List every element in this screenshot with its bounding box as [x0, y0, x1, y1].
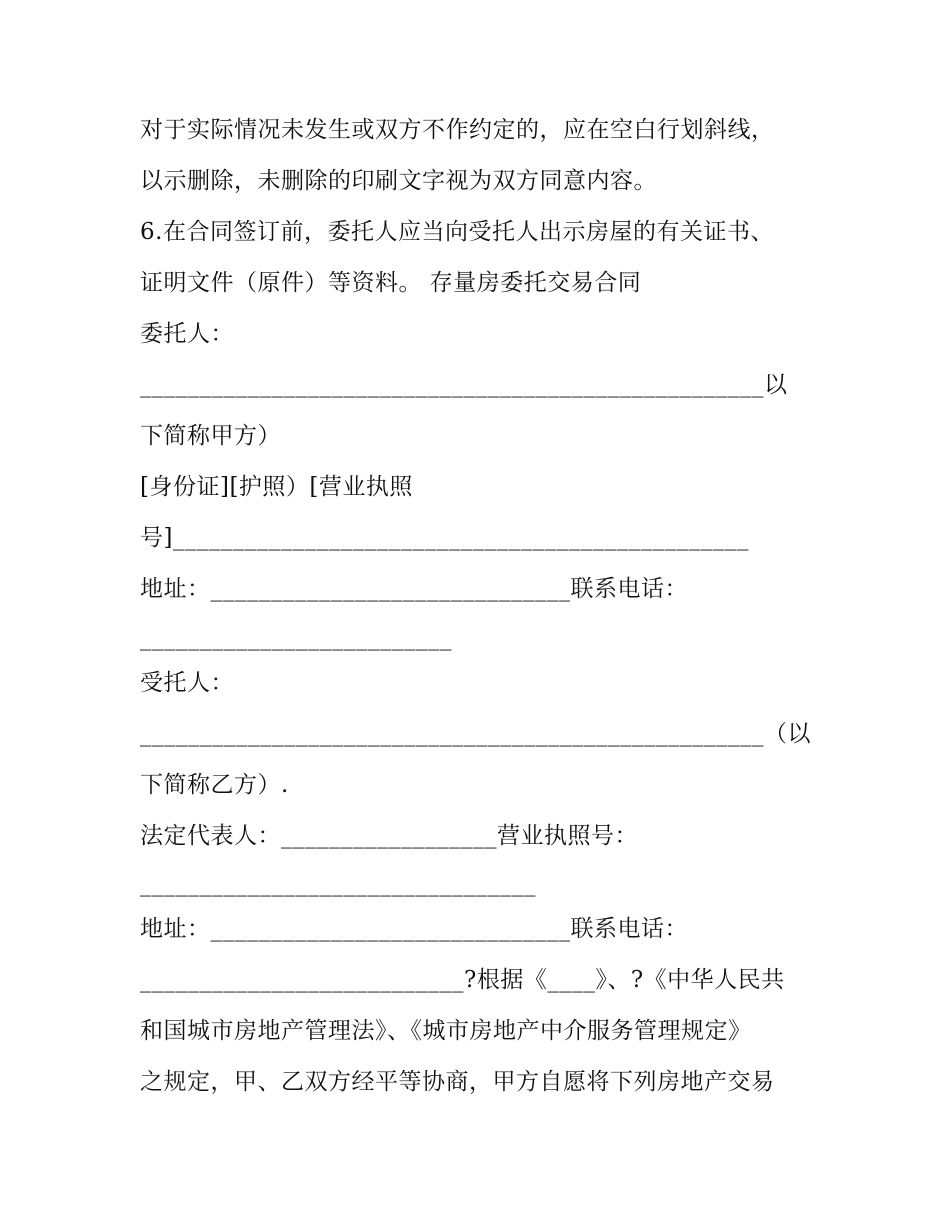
body-text-line: 对于实际情况未发生或双方不作约定的，应在空白行划斜线，	[140, 117, 775, 143]
principal-label: 委托人：	[140, 321, 234, 347]
body-text-line: 之规定，甲、乙双方经平等协商，甲方自愿将下列房地产交易	[140, 1069, 775, 1095]
agent-blank: ____________________________________________________（以	[140, 721, 811, 747]
id-type-label: [身份证][护照）[营业执照	[140, 474, 413, 500]
phone-blank: __________________________	[140, 625, 452, 651]
legal-rep-line: 法定代表人：__________________营业执照号：	[140, 823, 638, 849]
body-text-line: 证明文件（原件）等资料。 存量房委托交易合同	[140, 270, 642, 296]
id-number-blank: 号]________________________________________________	[140, 525, 749, 551]
body-text-line: 6.在合同签订前，委托人应当向受托人出示房屋的有关证书、	[140, 219, 774, 245]
agent-label: 受托人：	[140, 670, 234, 696]
agent-address-line: 地址：______________________________联系电话：	[140, 916, 688, 942]
principal-address-line: 地址：______________________________联系电话：	[140, 576, 688, 602]
body-text-line: ___________________________?根据《____》、?《中华人民共	[140, 967, 785, 993]
body-text-line: 下简称乙方）.	[140, 772, 289, 798]
principal-blank: ____________________________________________________以	[140, 372, 788, 398]
body-text-line: 下简称甲方）	[140, 423, 281, 449]
license-blank: _________________________________	[140, 871, 536, 897]
body-text-line: 和国城市房地产管理法》、《城市房地产中介服务管理规定》	[140, 1018, 752, 1044]
body-text-line: 以示删除，未删除的印刷文字视为双方同意内容。	[140, 168, 657, 194]
